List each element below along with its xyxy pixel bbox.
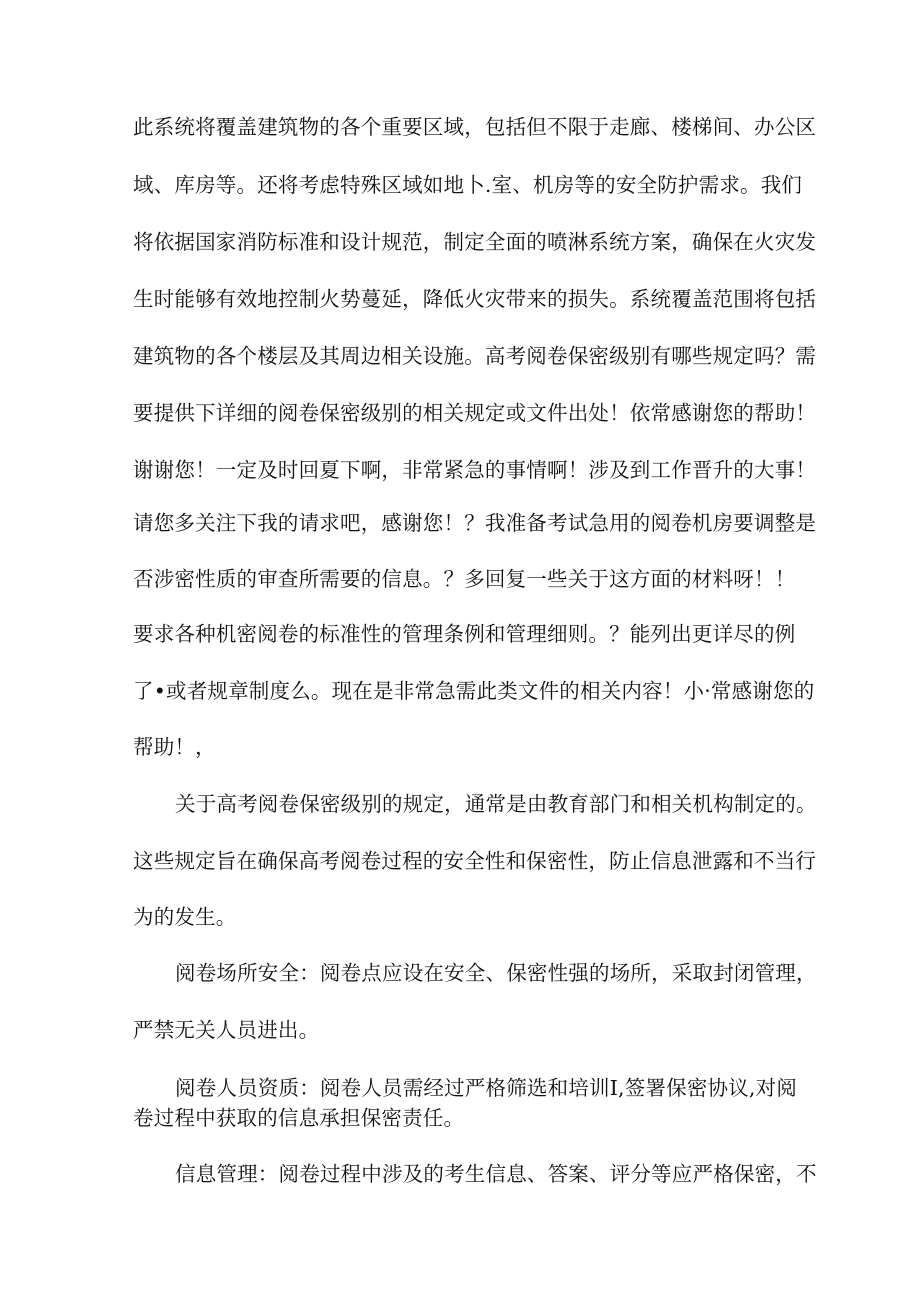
- text-line: 否涉密性质的审查所需要的信息。？多回复一些关于这方面的材料呀！！: [133, 567, 796, 591]
- text-line: 要求各种机密阅卷的标准性的管理条例和管理细则。？能列出更详尽的例: [133, 622, 796, 646]
- text-line: 谢谢您！一定及时回夏下啊，非常紧急的事情啊！涉及到工作晋升的大事！: [133, 458, 817, 482]
- text-line: 请您多关注下我的请求吧，感谢您！？我准备考试急用的阅卷机房要调整是: [133, 511, 817, 535]
- text-line: 为的发生。: [133, 905, 237, 929]
- text-line: 关于高考阅卷保密级别的规定，通常是由教育部门和相关机构制定的。: [175, 792, 817, 816]
- text-line: 卷过程中获取的信息承担保密责任。: [133, 1106, 465, 1130]
- text-line: 了•或者规章制度么。现在是非常急需此类文件的相关内容！小·常感谢您的: [133, 679, 815, 703]
- text-line: 此系统将覆盖建筑物的各个重要区域，包括但不限于走廊、楼梯间、办公区: [133, 115, 817, 139]
- text-line: 帮助！，: [133, 735, 216, 759]
- text-line: 将依据国家消防标准和设计规范，制定全面的喷淋系统方案，确保在火灾发: [133, 230, 817, 254]
- text-line: 阅卷场所安全：阅卷点应设在安全、保密性强的场所，采取封闭管理，: [175, 961, 817, 985]
- text-line: 建筑物的各个楼层及其周边相关设施。高考阅卷保密级别有哪些规定吗？需: [133, 344, 817, 368]
- text-line: 要提供下详细的阅卷保密级别的相关规定或文件出处！依常感谢您的帮助！: [133, 401, 817, 425]
- text-line: 生时能够有效地控制火势蔓延，降低火灾带来的损失。系统覆盖范围将包括: [133, 287, 817, 311]
- text-line: 域、库房等。还将考虑特殊区域如地卜.室、机房等的安全防护需求。我们: [133, 173, 803, 197]
- text-line: 阅卷人员资质：阅卷人员需经过严格筛选和培训I,签署保密协议,对阅: [175, 1076, 798, 1100]
- text-line: 这些规定旨在确保高考阅卷过程的安全性和保密性，防止信息泄露和不当行: [133, 849, 817, 873]
- text-line: 严禁无关人员进出。: [133, 1018, 320, 1042]
- text-line: 信息管理：阅卷过程中涉及的考生信息、答案、评分等应严格保密，不: [175, 1162, 817, 1186]
